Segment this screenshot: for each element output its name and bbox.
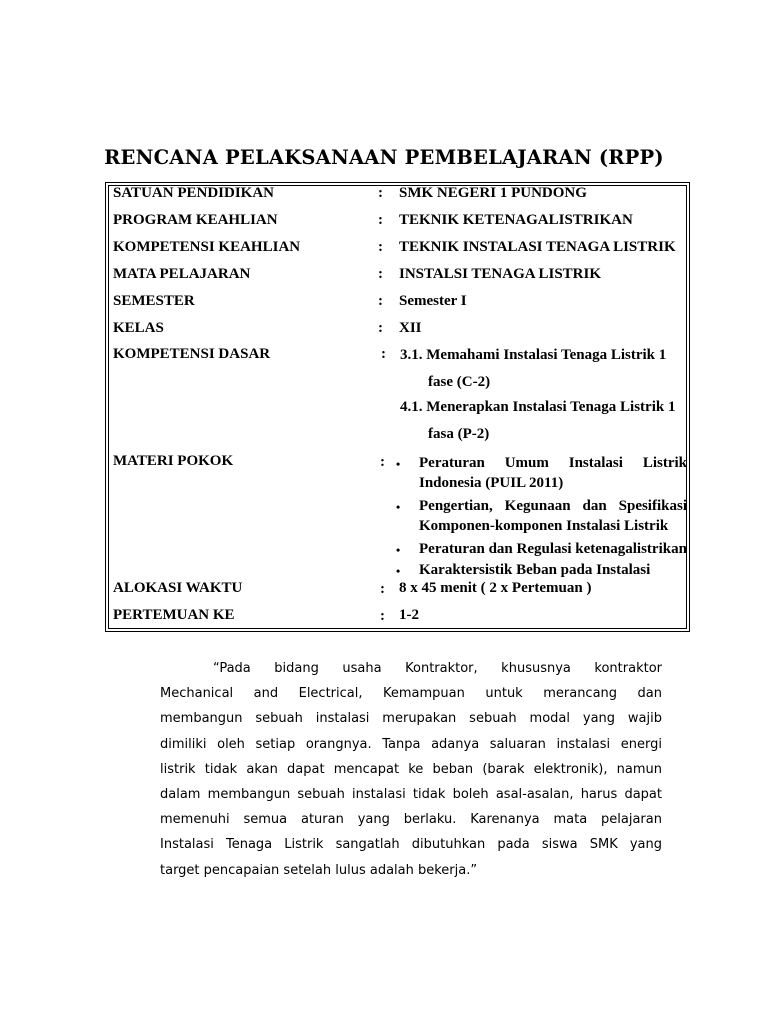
page-title: RENCANA PELAKSANAAN PEMBELAJARAN (RPP) bbox=[104, 146, 664, 169]
row-value: Semester I bbox=[399, 293, 467, 309]
paragraph-line: listrik tidak akan dapat mencapat ke beban (barak elektronik), namun bbox=[160, 761, 662, 777]
materi-item-2-line1: Pengertian, Kegunaan dan Spesifikasi bbox=[419, 498, 687, 514]
materi-item-2 bbox=[419, 496, 687, 536]
bullet-icon: • bbox=[396, 500, 401, 514]
row-label: PROGRAM KEAHLIAN bbox=[113, 212, 278, 228]
bullet-icon: • bbox=[396, 564, 401, 578]
materi-item-1-line1: Peraturan Umum Instalasi Listrik bbox=[419, 455, 687, 471]
row-value: INSTALSI TENAGA LISTRIK bbox=[399, 266, 602, 282]
row-label: SEMESTER bbox=[113, 293, 195, 309]
materi-item-4 bbox=[419, 560, 687, 580]
row-colon: : bbox=[378, 266, 383, 282]
row-colon: : bbox=[378, 293, 383, 309]
row-value: SMK NEGERI 1 PUNDONG bbox=[399, 185, 587, 201]
paragraph-line: “Pada bidang usaha Kontraktor, khususnya kontraktor bbox=[213, 661, 662, 676]
materi-item-4-line1: Karaktersistik Beban pada Instalasi bbox=[419, 562, 651, 578]
row-colon: : bbox=[380, 608, 385, 624]
row-label: SATUAN PENDIDIKAN bbox=[113, 185, 274, 201]
row-value: TEKNIK KETENAGALISTRIKAN bbox=[399, 212, 633, 228]
row-label: ALOKASI WAKTU bbox=[113, 580, 243, 596]
materi-item-2-line2: Komponen-komponen Instalasi Listrik bbox=[419, 518, 669, 534]
bullet-icon: • bbox=[396, 457, 401, 471]
row-colon: : bbox=[381, 346, 386, 362]
row-colon: : bbox=[378, 212, 383, 228]
kompetensi-item-2-line2: fasa (P-2) bbox=[428, 426, 490, 442]
row-label: KOMPETENSI KEAHLIAN bbox=[113, 239, 301, 255]
row-colon: : bbox=[378, 185, 383, 201]
row-value: 1-2 bbox=[399, 607, 419, 623]
kompetensi-item-1-line1: 3.1. Memahami Instalasi Tenaga Listrik 1 bbox=[400, 347, 667, 363]
row-label: MATERI POKOK bbox=[113, 453, 234, 469]
row-colon: : bbox=[380, 581, 385, 597]
paragraph-line: target pencapaian setelah lulus adalah bekerja.” bbox=[160, 862, 478, 878]
paragraph-line: Instalasi Tenaga Listrik sangatlah dibutuhkan pada siswa SMK yang bbox=[160, 837, 662, 853]
bullet-icon: • bbox=[396, 543, 401, 557]
row-colon: : bbox=[378, 239, 383, 255]
row-value: TEKNIK INSTALASI TENAGA LISTRIK bbox=[399, 239, 676, 255]
materi-item-1 bbox=[419, 453, 687, 493]
row-value: XII bbox=[399, 320, 422, 336]
intro-paragraph bbox=[160, 656, 662, 883]
kompetensi-item-1-line2: fase (C-2) bbox=[428, 374, 491, 390]
paragraph-line: dimiliki oleh setiap orangnya. Tanpa adanya saluaran instalasi energi bbox=[160, 736, 662, 752]
row-label: PERTEMUAN KE bbox=[113, 607, 235, 623]
materi-item-1-line2: Indonesia (PUIL 2011) bbox=[419, 475, 564, 491]
row-colon: : bbox=[378, 320, 383, 336]
row-label: KELAS bbox=[113, 320, 164, 336]
materi-item-3 bbox=[419, 539, 687, 559]
row-value: 8 x 45 menit ( 2 x Pertemuan ) bbox=[399, 580, 592, 596]
row-label: KOMPETENSI DASAR bbox=[113, 346, 271, 362]
paragraph-line: dalam membangun sebuah instalasi tidak boleh asal-asalan, harus dapat bbox=[160, 787, 662, 803]
row-colon: : bbox=[380, 454, 385, 470]
paragraph-line: memenuhi semua aturan yang berlaku. Karenanya mata pelajaran bbox=[160, 812, 662, 828]
row-label: MATA PELAJARAN bbox=[113, 266, 251, 282]
materi-item-3-line1: Peraturan dan Regulasi ketenagalistrikan bbox=[419, 541, 687, 557]
kompetensi-item-2-line1: 4.1. Menerapkan Instalasi Tenaga Listrik 1 bbox=[400, 399, 676, 415]
paragraph-line: Mechanical and Electrical, Kemampuan untuk merancang dan bbox=[160, 686, 662, 702]
paragraph-line: membangun sebuah instalasi merupakan sebuah modal yang wajib bbox=[160, 711, 662, 727]
